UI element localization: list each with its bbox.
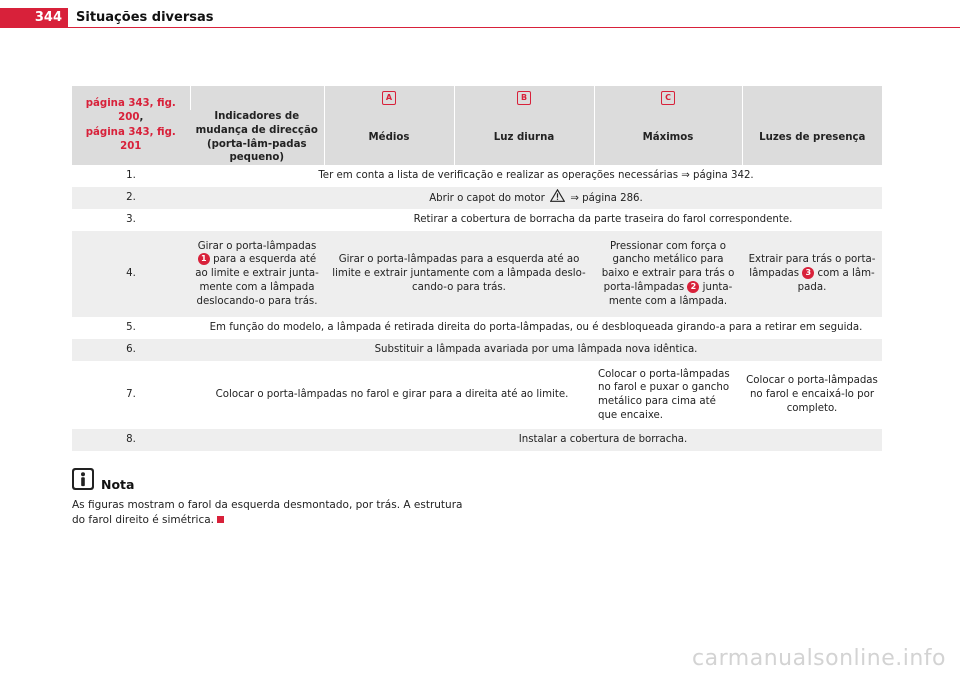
figure-ref-link[interactable]: página 343, fig. 200	[85, 97, 176, 124]
step-cell-maximos: Colocar o porta-lâmpadas no farol e puxar o gancho metálico para cima até que encaixe.	[594, 361, 742, 429]
page-header	[0, 0, 960, 28]
ref-separator: ,	[139, 112, 144, 124]
callout-badge-3: 3	[802, 267, 814, 279]
header-empty-cell	[742, 86, 882, 110]
bulb-replacement-table	[72, 86, 882, 451]
note-text-body: As figuras mostram o farol da esquerda desmontado, por trás. A estrutura do farol direito é simétrica.	[72, 499, 463, 526]
header-badge-cell	[594, 86, 742, 110]
arrow-right-icon: ⇒	[681, 170, 690, 182]
page-number: 344	[0, 8, 68, 27]
callout-badge-c: C	[661, 91, 675, 105]
empty-cell	[190, 429, 324, 451]
end-marker	[217, 516, 224, 523]
note-title: Nota	[101, 477, 135, 492]
step-text: Retirar a cobertura de borracha da parte traseira do farol correspondente.	[324, 209, 882, 231]
step-cell-medios-luz-diurna: Girar o porta-lâmpadas para a esquerda até ao limite e extrair juntamente com a lâmpada deslo-cando-o para trás.	[324, 231, 594, 317]
info-icon	[72, 468, 94, 490]
callout-badge-a: A	[382, 91, 396, 105]
table-row	[72, 317, 882, 339]
page-ref-link[interactable]: página 286.	[582, 193, 643, 205]
arrow-right-icon: ⇒	[570, 193, 579, 205]
table-row	[72, 361, 882, 429]
table-row	[72, 165, 882, 187]
cell-text: junta-mente com a lâmpada.	[608, 281, 733, 307]
figure-ref-link[interactable]: página 343, fig. 201	[85, 126, 176, 152]
table-row	[72, 429, 882, 451]
watermark: carmanualsonline.info	[692, 646, 946, 671]
note-text	[72, 498, 472, 528]
step-number: 6.	[72, 339, 190, 361]
step-number: 1.	[72, 165, 190, 187]
table-row	[72, 187, 882, 209]
header-badge-cell	[324, 86, 454, 110]
column-header-medios: Médios	[324, 110, 454, 165]
cell-text: Extrair para trás o porta-lâmpadas	[748, 254, 876, 280]
header-row-columns	[72, 110, 882, 165]
step-cell-luzes-presenca	[742, 231, 882, 317]
column-header-luz-diurna: Luz diurna	[454, 110, 594, 165]
cell-text: Pressionar com força o gancho metálico para baixo e extrair para trás o porta-lâmpadas	[601, 240, 735, 293]
step-cell-luzes-presenca: Colocar o porta-lâmpadas no farol e encaixá-lo por completo.	[742, 361, 882, 429]
page-ref-link[interactable]: página 342.	[693, 170, 754, 182]
step-number: 5.	[72, 317, 190, 339]
figure-refs-cell	[72, 86, 190, 165]
step-number: 4.	[72, 231, 190, 317]
cell-text: com a lâm-pada.	[797, 268, 875, 293]
step-text-body: Ter em conta a lista de verificação e realizar as operações necessárias	[318, 170, 678, 182]
empty-cell	[190, 209, 324, 231]
table-row	[72, 209, 882, 231]
step-text	[190, 165, 882, 187]
step-number: 2.	[72, 187, 190, 209]
column-header-luzes-presenca: Luzes de presença	[742, 110, 882, 165]
step-text	[190, 187, 882, 209]
step-text-body: Abrir o capot do motor	[429, 193, 545, 205]
table-row	[72, 339, 882, 361]
cell-text: para a esquerda até ao limite e extrair junta-mente com a lâmpada deslocando-o para trás.	[195, 254, 319, 307]
step-text: Em função do modelo, a lâmpada é retirada direita do porta-lâmpadas, ou é desbloqueada girando-a para a retirar em seguida.	[190, 317, 882, 339]
callout-badge-b: B	[517, 91, 531, 105]
step-cell-indicadores	[190, 231, 324, 317]
step-number: 7.	[72, 361, 190, 429]
step-number: 8.	[72, 429, 190, 451]
warning-triangle-icon	[550, 189, 565, 207]
table-row	[72, 231, 882, 317]
section-title: Situações diversas	[76, 10, 214, 25]
step-cell-indicadores-medios-luz-diurna: Colocar o porta-lâmpadas no farol e girar para a direita até ao limite.	[190, 361, 594, 429]
column-header-indicadores: Indicadores de mudança de direcção (porta-lâm-padas pequeno)	[190, 110, 324, 165]
header-row-badges	[72, 86, 882, 110]
cell-text: Girar o porta-lâmpadas	[197, 240, 317, 252]
header-rule	[0, 27, 960, 28]
step-number: 3.	[72, 209, 190, 231]
column-header-maximos: Máximos	[594, 110, 742, 165]
step-cell-maximos	[594, 231, 742, 317]
callout-badge-2: 2	[687, 281, 699, 293]
callout-badge-1: 1	[198, 253, 210, 265]
step-text: Instalar a cobertura de borracha.	[324, 429, 882, 451]
header-empty-cell	[190, 86, 324, 110]
header-badge-cell	[454, 86, 594, 110]
step-text: Substituir a lâmpada avariada por uma lâmpada nova idêntica.	[190, 339, 882, 361]
